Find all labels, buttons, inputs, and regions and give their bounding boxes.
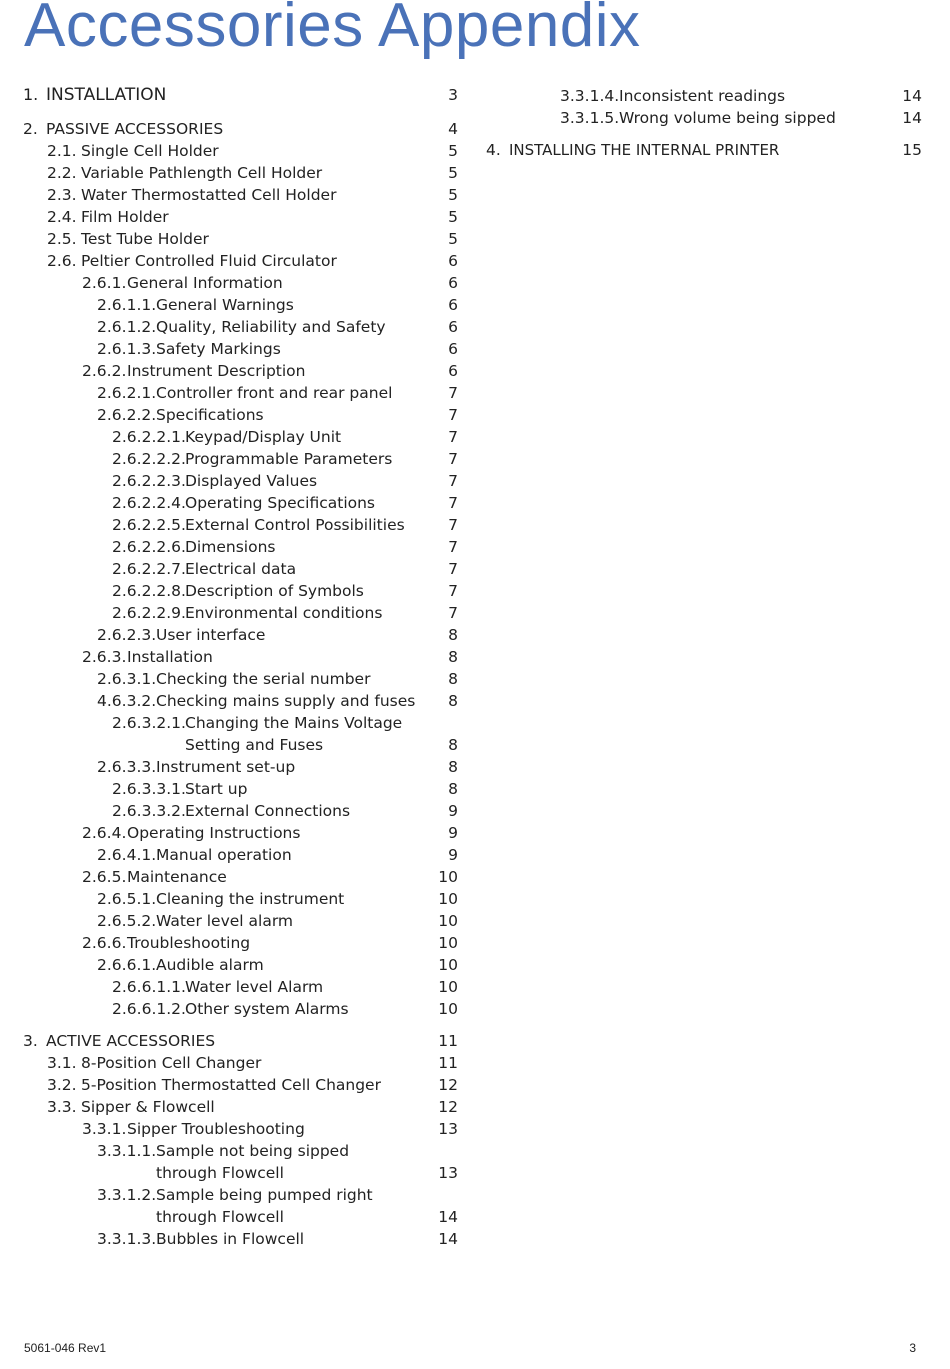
- toc-entry[interactable]: [0, 580, 475, 602]
- toc-entry[interactable]: [0, 162, 475, 184]
- toc-entry[interactable]: [0, 536, 475, 558]
- toc-entry[interactable]: [0, 668, 475, 690]
- toc-entry-page: 10: [438, 956, 458, 974]
- toc-entry-title: Troubleshooting: [127, 934, 251, 952]
- toc-entry-number: 3.3.1.3.: [97, 1230, 157, 1248]
- toc-entry[interactable]: [0, 492, 475, 514]
- toc-entry-title: Single Cell Holder: [81, 142, 219, 160]
- toc-entry-number: 2.6.1.3.: [97, 340, 157, 358]
- toc-entry[interactable]: [0, 1184, 475, 1206]
- toc-entry-page: 10: [438, 890, 458, 908]
- toc-entry-page: 8: [448, 626, 458, 644]
- toc-entry-number: 2.6.3.3.2.: [112, 802, 186, 820]
- toc-entry[interactable]: [0, 316, 475, 338]
- toc-entry-title: through Flowcell: [156, 1208, 284, 1226]
- toc-entry-title: Water Thermostatted Cell Holder: [81, 186, 337, 204]
- toc-entry-title: Specifications: [156, 406, 264, 424]
- toc-entry-page: 6: [448, 274, 458, 292]
- toc-entry[interactable]: [0, 228, 475, 250]
- toc-entry-title: INSTALLATION: [46, 85, 167, 105]
- toc-entry-page: 14: [438, 1208, 458, 1226]
- toc-entry[interactable]: [0, 272, 475, 294]
- toc-entry-number: 2.6.2.1.: [97, 384, 157, 402]
- toc-entry-number: 2.6.2.2.3.: [112, 472, 186, 490]
- toc-entry-title: INSTALLING THE INTERNAL PRINTER: [509, 141, 780, 159]
- toc-entry-number: 2.5.: [47, 230, 77, 248]
- toc-entry-title: Keypad/Display Unit: [185, 428, 342, 446]
- toc-entry-page: 6: [448, 252, 458, 270]
- toc-entry-title: Quality, Reliability and Safety: [156, 318, 386, 336]
- toc-entry-page: 14: [902, 87, 922, 105]
- toc-entry-title: Peltier Controlled Fluid Circulator: [81, 252, 337, 270]
- toc-entry-title: Film Holder: [81, 208, 169, 226]
- toc-entry-title: General Information: [127, 274, 283, 292]
- toc-entry[interactable]: [0, 294, 475, 316]
- toc-entry-page: 6: [448, 362, 458, 380]
- toc-entry-page: 8: [448, 758, 458, 776]
- toc-entry-title: Checking mains supply and fuses: [156, 692, 416, 710]
- toc-entry[interactable]: [0, 448, 475, 470]
- toc-entry-page: 6: [448, 318, 458, 336]
- toc-entry[interactable]: [0, 107, 950, 129]
- toc-entry-page: 7: [448, 538, 458, 556]
- toc-entry-page: 7: [448, 604, 458, 622]
- toc-entry-title: Electrical data: [185, 560, 297, 578]
- toc-entry[interactable]: [0, 470, 475, 492]
- toc-entry-title: Sample not being sipped: [156, 1142, 350, 1160]
- toc-entry-title: Test Tube Holder: [81, 230, 209, 248]
- toc-entry-number: 4.: [486, 141, 501, 159]
- toc-entry[interactable]: [0, 646, 475, 668]
- toc-entry[interactable]: [0, 866, 475, 888]
- footer-doc-id: 5061-046 Rev1: [24, 1341, 107, 1355]
- toc-entry[interactable]: [0, 734, 475, 756]
- toc-entry-title: Dimensions: [185, 538, 276, 556]
- toc-entry-number: 2.6.3.1.: [97, 670, 157, 688]
- toc-entry[interactable]: [0, 360, 475, 382]
- toc-entry-title: Sipper Troubleshooting: [127, 1120, 305, 1138]
- toc-entry[interactable]: [0, 426, 475, 448]
- toc-entry[interactable]: [0, 1140, 475, 1162]
- toc-entry-page: 8: [448, 648, 458, 666]
- toc-entry-page: 11: [438, 1054, 458, 1072]
- toc-entry[interactable]: [0, 910, 475, 932]
- toc-entry-number: 3.3.1.1.: [97, 1142, 157, 1160]
- toc-entry-page: 4: [448, 120, 458, 138]
- toc-entry[interactable]: [0, 514, 475, 536]
- toc-entry-title: Water level Alarm: [185, 978, 324, 996]
- toc-entry-number: 2.6.2.2.2.: [112, 450, 186, 468]
- toc-entry-page: 13: [438, 1164, 458, 1182]
- toc-entry-page: 6: [448, 296, 458, 314]
- footer-page-number: 3: [909, 1341, 916, 1355]
- toc-entry-page: 5: [448, 186, 458, 204]
- toc-entry-number: 2.4.: [47, 208, 77, 226]
- toc-entry-number: 2.6.1.2.: [97, 318, 157, 336]
- toc-entry-number: 2.6.2.2.6.: [112, 538, 186, 556]
- toc-entry-number: 4.6.3.2.: [97, 692, 157, 710]
- toc-entry-title: Variable Pathlength Cell Holder: [81, 164, 323, 182]
- toc-entry-number: 2.6.4.1.: [97, 846, 157, 864]
- toc-entry[interactable]: [0, 954, 475, 976]
- toc-entry-title: Environmental conditions: [185, 604, 383, 622]
- toc-entry[interactable]: [0, 1206, 475, 1228]
- toc-entry-page: 5: [448, 164, 458, 182]
- toc-entry[interactable]: [0, 139, 950, 161]
- toc-entry-title: Maintenance: [127, 868, 227, 886]
- toc-entry[interactable]: [0, 778, 475, 800]
- toc-entry[interactable]: [0, 1118, 475, 1140]
- toc-entry[interactable]: [0, 888, 475, 910]
- toc-entry-page: 9: [448, 824, 458, 842]
- toc-entry-title: 5-Position Thermostatted Cell Changer: [81, 1076, 381, 1094]
- toc-entry-number: 3.1.: [47, 1054, 77, 1072]
- toc-entry-page: 10: [438, 912, 458, 930]
- toc-entry-page: 10: [438, 934, 458, 952]
- toc-entry-title: Description of Symbols: [185, 582, 364, 600]
- toc-entry-title: Displayed Values: [185, 472, 318, 490]
- toc-entry[interactable]: [0, 822, 475, 844]
- toc-entry[interactable]: [0, 1052, 475, 1074]
- toc-entry-number: 3.2.: [47, 1076, 77, 1094]
- toc-entry-title: Audible alarm: [156, 956, 264, 974]
- toc-entry[interactable]: [0, 184, 475, 206]
- toc-entry[interactable]: [0, 998, 475, 1020]
- toc-entry-page: 15: [902, 141, 922, 159]
- toc-entry-number: 3.3.1.4.: [560, 87, 620, 105]
- toc-entry-number: 1.: [23, 85, 39, 104]
- toc-entry-page: 10: [438, 978, 458, 996]
- toc-entry[interactable]: [0, 844, 475, 866]
- toc-entry-title: Setting and Fuses: [185, 736, 324, 754]
- toc-entry-title: Water level alarm: [156, 912, 294, 930]
- toc-entry-number: 2.6.4.: [82, 824, 127, 842]
- toc-entry-title: PASSIVE ACCESSORIES: [46, 120, 224, 138]
- toc-entry-number: 2.3.: [47, 186, 77, 204]
- toc-entry[interactable]: [0, 932, 475, 954]
- toc-entry[interactable]: [0, 206, 475, 228]
- toc-entry-title: Instrument set-up: [156, 758, 296, 776]
- toc-entry-number: 2.6.6.1.: [97, 956, 157, 974]
- toc-entry-title: Sipper & Flowcell: [81, 1098, 215, 1116]
- toc-entry-page: 9: [448, 802, 458, 820]
- toc-entry[interactable]: [0, 712, 475, 734]
- toc-entry[interactable]: [0, 382, 475, 404]
- toc-entry-title: Other system Alarms: [185, 1000, 349, 1018]
- toc-entry-title: Inconsistent readings: [619, 87, 786, 105]
- toc-entry-number: 2.6.3.3.: [97, 758, 157, 776]
- toc-entry-title: Cleaning the instrument: [156, 890, 345, 908]
- toc-entry-title: Operating Instructions: [127, 824, 301, 842]
- toc-entry-page: 12: [438, 1076, 458, 1094]
- toc-entry-page: 9: [448, 846, 458, 864]
- toc-entry[interactable]: [0, 1228, 475, 1250]
- toc-entry-page: 6: [448, 340, 458, 358]
- toc-entry-title: Wrong volume being sipped: [619, 109, 836, 127]
- toc-entry[interactable]: [0, 558, 475, 580]
- toc-entry-page: 14: [902, 109, 922, 127]
- toc-entry-title: Bubbles in Flowcell: [156, 1230, 305, 1248]
- toc-entry[interactable]: [0, 338, 475, 360]
- toc-entry-page: 10: [438, 1000, 458, 1018]
- toc-entry-page: 14: [438, 1230, 458, 1248]
- toc-entry-title: Start up: [185, 780, 248, 798]
- toc-entry-title: General Warnings: [156, 296, 294, 314]
- toc-entry-title: through Flowcell: [156, 1164, 284, 1182]
- toc-entry-page: 8: [448, 736, 458, 754]
- toc-entry[interactable]: [0, 1162, 475, 1184]
- toc-entry[interactable]: [0, 1030, 475, 1052]
- toc-entry-page: 7: [448, 450, 458, 468]
- toc-entry-number: 2.6.2.2.1.: [112, 428, 186, 446]
- toc-entry-page: 10: [438, 868, 458, 886]
- toc-entry-number: 3.: [23, 1032, 38, 1050]
- page-title: Accessories Appendix: [24, 0, 641, 60]
- toc-entry-page: 7: [448, 428, 458, 446]
- toc-entry-title: External Control Possibilities: [185, 516, 405, 534]
- toc-entry-page: 7: [448, 516, 458, 534]
- toc-entry-page: 5: [448, 142, 458, 160]
- toc-entry-number: 2.6.2.2.: [97, 406, 157, 424]
- toc-entry-number: 2.6.2.2.8.: [112, 582, 186, 600]
- toc-entry-page: 13: [438, 1120, 458, 1138]
- toc-entry-number: 2.2.: [47, 164, 77, 182]
- toc-entry-page: 8: [448, 692, 458, 710]
- toc-entry-title: Manual operation: [156, 846, 292, 864]
- toc-entry-title: Programmable Parameters: [185, 450, 393, 468]
- toc-entry-page: 7: [448, 582, 458, 600]
- toc-entry[interactable]: [0, 404, 475, 426]
- toc-entry[interactable]: [0, 690, 475, 712]
- toc-entry-number: 2.6.1.: [82, 274, 127, 292]
- toc-entry-title: External Connections: [185, 802, 351, 820]
- toc-entry-number: 3.3.1.5.: [560, 109, 620, 127]
- toc-entry-page: 7: [448, 384, 458, 402]
- toc-entry[interactable]: [0, 1096, 475, 1118]
- toc-entry-number: 2.6.: [47, 252, 77, 270]
- toc-entry-title: Safety Markings: [156, 340, 281, 358]
- toc-entry-number: 2.6.6.: [82, 934, 127, 952]
- toc-entry-number: 2.6.3.: [82, 648, 127, 666]
- toc-entry-title: 8-Position Cell Changer: [81, 1054, 262, 1072]
- toc-entry[interactable]: [0, 602, 475, 624]
- toc-entry-number: 2.6.6.1.1.: [112, 978, 186, 996]
- toc-entry-page: 11: [438, 1032, 458, 1050]
- toc-entry-title: Checking the serial number: [156, 670, 371, 688]
- toc-entry-page: 7: [448, 494, 458, 512]
- toc-entry-page: 12: [438, 1098, 458, 1116]
- toc-entry-page: 8: [448, 780, 458, 798]
- toc-entry-page: 7: [448, 472, 458, 490]
- toc-entry-number: 2.6.2.2.7.: [112, 560, 186, 578]
- toc-entry-page: 3: [448, 86, 458, 104]
- toc-entry-number: 2.1.: [47, 142, 77, 160]
- toc-entry-number: 3.3.1.: [82, 1120, 127, 1138]
- toc-entry-number: 2.6.2.3.: [97, 626, 157, 644]
- toc-entry-number: 2.6.3.2.1.: [112, 714, 186, 732]
- toc-entry-number: 3.3.1.2.: [97, 1186, 157, 1204]
- toc-entry[interactable]: [0, 85, 950, 107]
- toc-entry[interactable]: [0, 624, 475, 646]
- toc-entry-number: 2.6.2.2.4.: [112, 494, 186, 512]
- toc-entry-number: 3.3.: [47, 1098, 77, 1116]
- toc-entry-title: Installation: [127, 648, 213, 666]
- toc-entry-number: 2.6.5.: [82, 868, 127, 886]
- toc-entry-number: 2.6.2.2.5.: [112, 516, 186, 534]
- toc-entry-number: 2.6.6.1.2.: [112, 1000, 186, 1018]
- toc-entry-title: User interface: [156, 626, 266, 644]
- toc-entry-number: 2.6.3.3.1.: [112, 780, 186, 798]
- toc-entry-number: 2.6.2.2.9.: [112, 604, 186, 622]
- toc-entry-page: 5: [448, 230, 458, 248]
- toc-entry[interactable]: [0, 976, 475, 998]
- toc-entry-title: Changing the Mains Voltage: [185, 714, 403, 732]
- toc-entry-page: 7: [448, 560, 458, 578]
- toc-entry-number: 2.6.5.1.: [97, 890, 157, 908]
- toc-entry[interactable]: [0, 756, 475, 778]
- toc-entry[interactable]: [0, 250, 475, 272]
- toc-entry-page: 8: [448, 670, 458, 688]
- toc-entry-number: 2.6.2.: [82, 362, 127, 380]
- toc-entry-number: 2.: [23, 120, 38, 138]
- toc-entry-page: 7: [448, 406, 458, 424]
- toc-entry-number: 2.6.1.1.: [97, 296, 157, 314]
- toc-entry[interactable]: [0, 800, 475, 822]
- toc-entry-number: 2.6.5.2.: [97, 912, 157, 930]
- toc-entry[interactable]: [0, 1074, 475, 1096]
- toc-entry-title: ACTIVE ACCESSORIES: [46, 1032, 216, 1050]
- toc-entry-title: Instrument Description: [127, 362, 306, 380]
- toc-entry-title: Operating Specifications: [185, 494, 376, 512]
- toc-entry-title: Controller front and rear panel: [156, 384, 393, 402]
- toc-entry-page: 5: [448, 208, 458, 226]
- toc-entry-title: Sample being pumped right: [156, 1186, 373, 1204]
